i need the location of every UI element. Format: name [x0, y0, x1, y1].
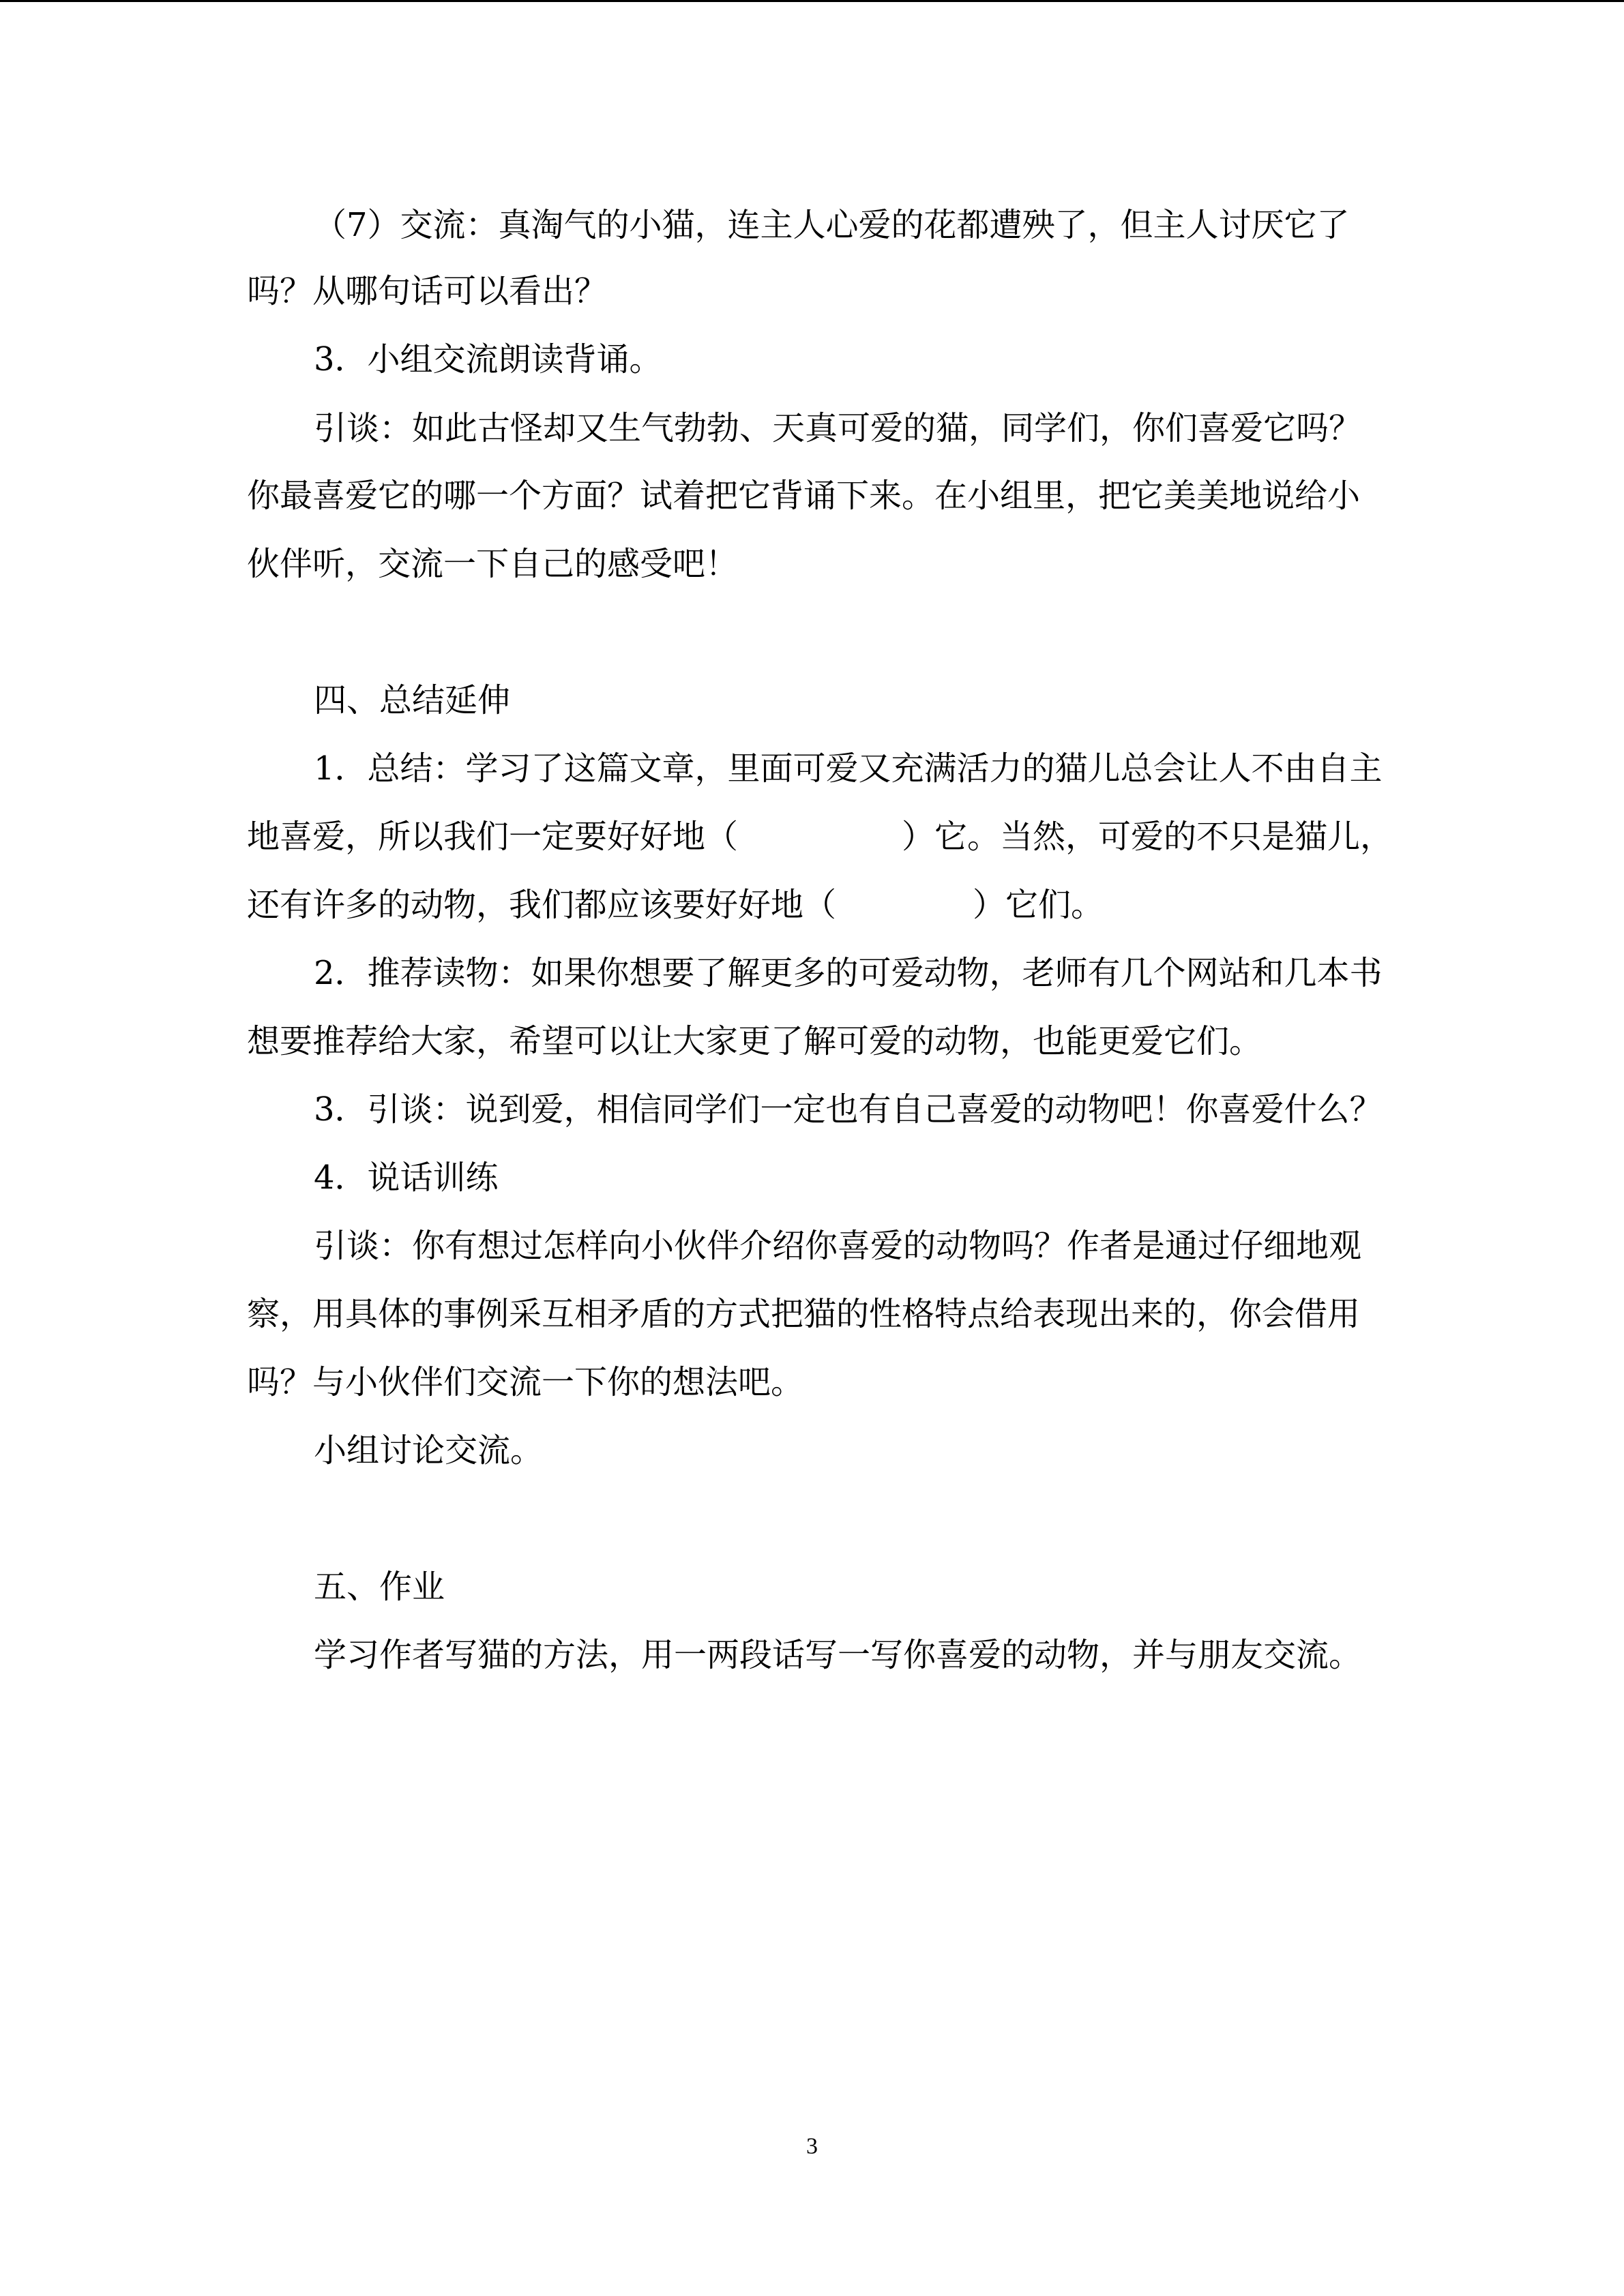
- paragraph-line: 引谈：你有想过怎样向小伙伴介绍你喜爱的动物吗？作者是通过仔细地观: [314, 1227, 1362, 1265]
- paragraph-line: 察，用具体的事例采互相矛盾的方式把猫的性格特点给表现出来的，你会借用: [247, 1295, 1361, 1333]
- section-heading: 五、作业: [314, 1568, 445, 1606]
- fill-blank-text: 还有许多的动物，我们都应该要好好地（: [247, 886, 837, 924]
- paragraph-line: 引谈：如此古怪却又生气勃勃、天真可爱的猫，同学们，你们喜爱它吗？: [314, 409, 1362, 447]
- paragraph-line: 2．推荐读物：如果你想要了解更多的可爱动物，老师有几个网站和几本书: [314, 954, 1383, 992]
- paragraph-line: [247, 884, 1104, 925]
- paragraph-line: 想要推荐给大家，希望可以让大家更了解可爱的动物，也能更爱它们。: [247, 1022, 1263, 1060]
- paragraph-line: [247, 816, 1393, 857]
- section-heading: 四、总结延伸: [314, 681, 511, 719]
- paragraph-line: 伙伴听，交流一下自己的感受吧！: [247, 545, 739, 583]
- paragraph-line: （7）交流：真淘气的小猫，连主人心爱的花都遭殃了，但主人讨厌它了: [314, 206, 1350, 244]
- paragraph-line: 3．小组交流朗读背诵。: [314, 340, 662, 378]
- fill-blank-text: ）它们。: [973, 886, 1104, 924]
- page-number: 3: [806, 2134, 818, 2159]
- paragraph-line: 4．说话训练: [314, 1159, 499, 1197]
- paragraph-line: 3．引谈：说到爱，相信同学们一定也有自己喜爱的动物吧！你喜爱什么？: [314, 1090, 1383, 1129]
- paragraph-line: 吗？与小伙伴们交流一下你的想法吧。: [247, 1363, 804, 1401]
- paragraph-line: 小组讨论交流。: [314, 1431, 544, 1470]
- fill-blank-text: 地喜爱，所以我们一定要好好地（: [247, 818, 739, 856]
- paragraph-line: 学习作者写猫的方法，用一两段话写一写你喜爱的动物，并与朋友交流。: [314, 1636, 1362, 1674]
- paragraph-line: 1．总结：学习了这篇文章，里面可爱又充满活力的猫儿总会让人不由自主: [314, 749, 1383, 788]
- fill-blank-text: ）它。当然，可爱的不只是猫儿，: [902, 818, 1393, 856]
- paragraph-line: 你最喜爱它的哪一个方面？试着把它背诵下来。在小组里，把它美美地说给小: [247, 477, 1361, 515]
- paragraph-line: 吗？从哪句话可以看出？: [247, 272, 608, 310]
